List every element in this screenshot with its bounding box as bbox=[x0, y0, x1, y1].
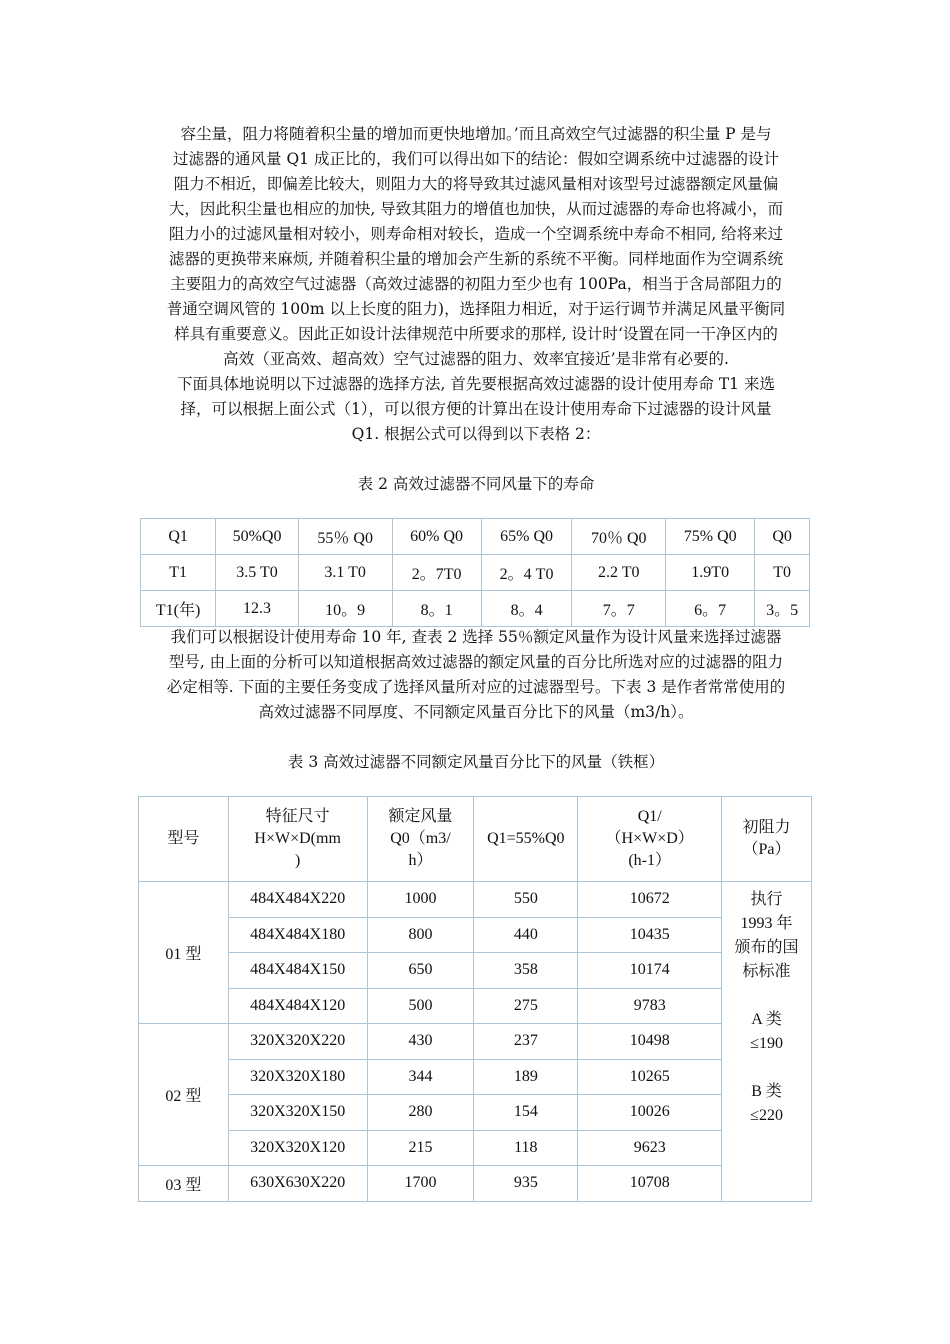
note-line: 执行 bbox=[750, 891, 783, 908]
table3-cell: 430 bbox=[367, 1024, 474, 1060]
table3-cell: 358 bbox=[474, 953, 578, 989]
text-line: 滤器的更换带来麻烦, 并随着积尘量的增加会产生新的系统不平衡。同样地面作为空调系统 bbox=[168, 250, 784, 268]
table2-cell: 60% Q0 bbox=[392, 519, 481, 555]
text-line: 我们可以根据设计使用寿命 10 年, 查表 2 选择 55％额定风量作为设计风量来选择过滤器 bbox=[170, 628, 782, 646]
table2-cell: 6。7 bbox=[666, 591, 755, 627]
table2-row-label: T1(年) bbox=[141, 591, 216, 627]
text-line: 主要阻力的高效空气过滤器（高效过滤器的初阻力至少也有 100Pa，相当于含局部阻力的 bbox=[170, 275, 782, 293]
table3-cell: 484X484X150 bbox=[228, 953, 367, 989]
table3-cell: 500 bbox=[367, 988, 474, 1024]
table2-cell: 2。7T0 bbox=[392, 555, 481, 591]
table3-row bbox=[139, 988, 812, 1024]
text-line: 样具有重要意义。因此正如设计法律规范中所要求的那样, 设计时‘设置在同一干净区内的 bbox=[174, 325, 778, 343]
table2-cell: 3.5 T0 bbox=[216, 555, 299, 591]
text-line: 必定相等. 下面的主要任务变成了选择风量所对应的过滤器型号。下表 3 是作者常常使用的 bbox=[166, 678, 786, 696]
table2-cell: 12.3 bbox=[216, 591, 299, 627]
table3-cell: 320X320X120 bbox=[228, 1130, 367, 1166]
table3-cell: 550 bbox=[474, 882, 578, 918]
note-line: B 类 bbox=[751, 1083, 782, 1100]
note-line: 1993 年 bbox=[740, 915, 793, 932]
table2-cell: 1.9T0 bbox=[666, 555, 755, 591]
paragraph-3 bbox=[140, 625, 812, 725]
table3-row bbox=[139, 1059, 812, 1095]
note-line: ≤190 bbox=[750, 1035, 783, 1052]
header-resistance: 初阻力 （Pa） bbox=[722, 797, 812, 882]
table3-cell: 800 bbox=[367, 917, 474, 953]
note-line: 标标准 bbox=[742, 963, 791, 980]
table3-header-row bbox=[139, 797, 812, 882]
table3-cell: 1000 bbox=[367, 882, 474, 918]
table3-cell: 320X320X150 bbox=[228, 1095, 367, 1131]
table3-cell: 484X484X220 bbox=[228, 882, 367, 918]
table2-row bbox=[141, 591, 810, 627]
text-line: 容尘量，阻力将随着积尘量的增加而更快地增加。’而且高效空气过滤器的积尘量 P 是与 bbox=[180, 125, 772, 143]
table3-row bbox=[139, 1095, 812, 1131]
header-q0: 额定风量 Q0（m3/ h） bbox=[367, 797, 474, 882]
resistance-note-cell bbox=[722, 882, 812, 1202]
table2-row bbox=[141, 519, 810, 555]
table3-row bbox=[139, 1024, 812, 1060]
table3-cell: 215 bbox=[367, 1130, 474, 1166]
table2-cell: 2。4 T0 bbox=[481, 555, 572, 591]
table2-cell: 8。1 bbox=[392, 591, 481, 627]
text-line: 型号, 由上面的分析可以知道根据高效过滤器的额定风量的百分比所选对应的过滤器的阻力 bbox=[168, 653, 784, 671]
table2-caption: 表 2 高效过滤器不同风量下的寿命 bbox=[357, 475, 595, 493]
table3-caption: 表 3 高效过滤器不同额定风量百分比下的风量（铁框） bbox=[287, 753, 665, 771]
table2-cell: 65% Q0 bbox=[481, 519, 572, 555]
text-line: 阻力小的过滤风量相对较小，则寿命相对较长，造成一个空调系统中寿命不相同, 给将来过 bbox=[168, 225, 784, 243]
table3-cell: 118 bbox=[474, 1130, 578, 1166]
header-q1: Q1=55%Q0 bbox=[474, 797, 578, 882]
table2-cell: 3。5 bbox=[755, 591, 810, 627]
table3-cell: 154 bbox=[474, 1095, 578, 1131]
text-line: 下面具体地说明以下过滤器的选择方法, 首先要根据高效过滤器的设计使用寿命 T1 来选 bbox=[177, 375, 775, 393]
model-cell: 01 型 bbox=[139, 882, 229, 1024]
model-cell: 03 型 bbox=[139, 1166, 229, 1202]
text-line: 择，可以根据上面公式（1），可以很方便的计算出在设计使用寿命下过滤器的设计风量 bbox=[180, 400, 772, 418]
text-line: 大，因此积尘量也相应的加快, 导致其阻力的增值也加快，从而过滤器的寿命也将减小，而 bbox=[168, 200, 784, 218]
table3-cell: 10174 bbox=[578, 953, 722, 989]
note-line bbox=[722, 1056, 811, 1080]
header-ratio: Q1/ （H×W×D） (h-1） bbox=[578, 797, 722, 882]
table2-cell: 10。9 bbox=[298, 591, 392, 627]
table2-cell: 70％ Q0 bbox=[572, 519, 666, 555]
text-line: 过滤器的通风量 Q1 成正比的，我们可以得出如下的结论：假如空调系统中过滤器的设计 bbox=[173, 150, 779, 168]
text-line: 高效过滤器不同厚度、不同额定风量百分比下的风量（m3/h）。 bbox=[258, 703, 694, 721]
table2-cell: Q0 bbox=[755, 519, 810, 555]
table3-cell: 237 bbox=[474, 1024, 578, 1060]
table3-cell: 440 bbox=[474, 917, 578, 953]
paragraph-2 bbox=[140, 372, 812, 447]
table3-cell: 280 bbox=[367, 1095, 474, 1131]
note-line: A 类 bbox=[751, 1011, 782, 1028]
table2-cell: T0 bbox=[755, 555, 810, 591]
table3-row bbox=[139, 882, 812, 918]
text-line: 普通空调风管的 100m 以上长度的阻力)，选择阻力相近，对于运行调节并满足风量平衡同 bbox=[166, 300, 786, 318]
table3-row bbox=[139, 917, 812, 953]
table2 bbox=[140, 518, 810, 627]
model-cell: 02 型 bbox=[139, 1024, 229, 1166]
table3-row bbox=[139, 953, 812, 989]
table2-row bbox=[141, 555, 810, 591]
table2-cell: 8。4 bbox=[481, 591, 572, 627]
table3-cell: 10026 bbox=[578, 1095, 722, 1131]
table3-row bbox=[139, 1130, 812, 1166]
table3-cell: 10265 bbox=[578, 1059, 722, 1095]
header-size: 特征尺寸 H×W×D(mm ) bbox=[228, 797, 367, 882]
note-line: 颁布的国 bbox=[734, 939, 799, 956]
table3-cell: 650 bbox=[367, 953, 474, 989]
table3-cell: 10672 bbox=[578, 882, 722, 918]
table2-cell: 7。7 bbox=[572, 591, 666, 627]
table2-cell: 75% Q0 bbox=[666, 519, 755, 555]
table3-cell: 320X320X220 bbox=[228, 1024, 367, 1060]
table3-cell: 935 bbox=[474, 1166, 578, 1202]
table2-row-label: T1 bbox=[141, 555, 216, 591]
table2-cell: 55％ Q0 bbox=[298, 519, 392, 555]
table3-cell: 10708 bbox=[578, 1166, 722, 1202]
text-line: 阻力不相近，即偏差比较大，则阻力大的将导致其过滤风量相对该型号过滤器额定风量偏 bbox=[173, 175, 779, 193]
table3-cell: 484X484X120 bbox=[228, 988, 367, 1024]
table3-cell: 320X320X180 bbox=[228, 1059, 367, 1095]
table3 bbox=[138, 796, 812, 1202]
table2-row-label: Q1 bbox=[141, 519, 216, 555]
table3-cell: 9783 bbox=[578, 988, 722, 1024]
table3-cell: 344 bbox=[367, 1059, 474, 1095]
table2-cell: 50%Q0 bbox=[216, 519, 299, 555]
table3-cell: 189 bbox=[474, 1059, 578, 1095]
table3-row bbox=[139, 1166, 812, 1202]
table2-cell: 2.2 T0 bbox=[572, 555, 666, 591]
table3-cell: 630X630X220 bbox=[228, 1166, 367, 1202]
text-line: Q1. 根据公式可以得到以下表格 2： bbox=[351, 425, 601, 443]
table3-cell: 10498 bbox=[578, 1024, 722, 1060]
table3-cell: 10435 bbox=[578, 917, 722, 953]
table3-cell: 1700 bbox=[367, 1166, 474, 1202]
header-model: 型号 bbox=[139, 797, 229, 882]
table2-cell: 3.1 T0 bbox=[298, 555, 392, 591]
note-line: ≤220 bbox=[750, 1107, 783, 1124]
note-line bbox=[722, 984, 811, 1008]
paragraph-1 bbox=[140, 122, 812, 372]
table3-cell: 484X484X180 bbox=[228, 917, 367, 953]
table3-cell: 9623 bbox=[578, 1130, 722, 1166]
text-line: 高效（亚高效、超高效）空气过滤器的阻力、效率宜接近’是非常有必要的. bbox=[223, 350, 729, 368]
table3-cell: 275 bbox=[474, 988, 578, 1024]
